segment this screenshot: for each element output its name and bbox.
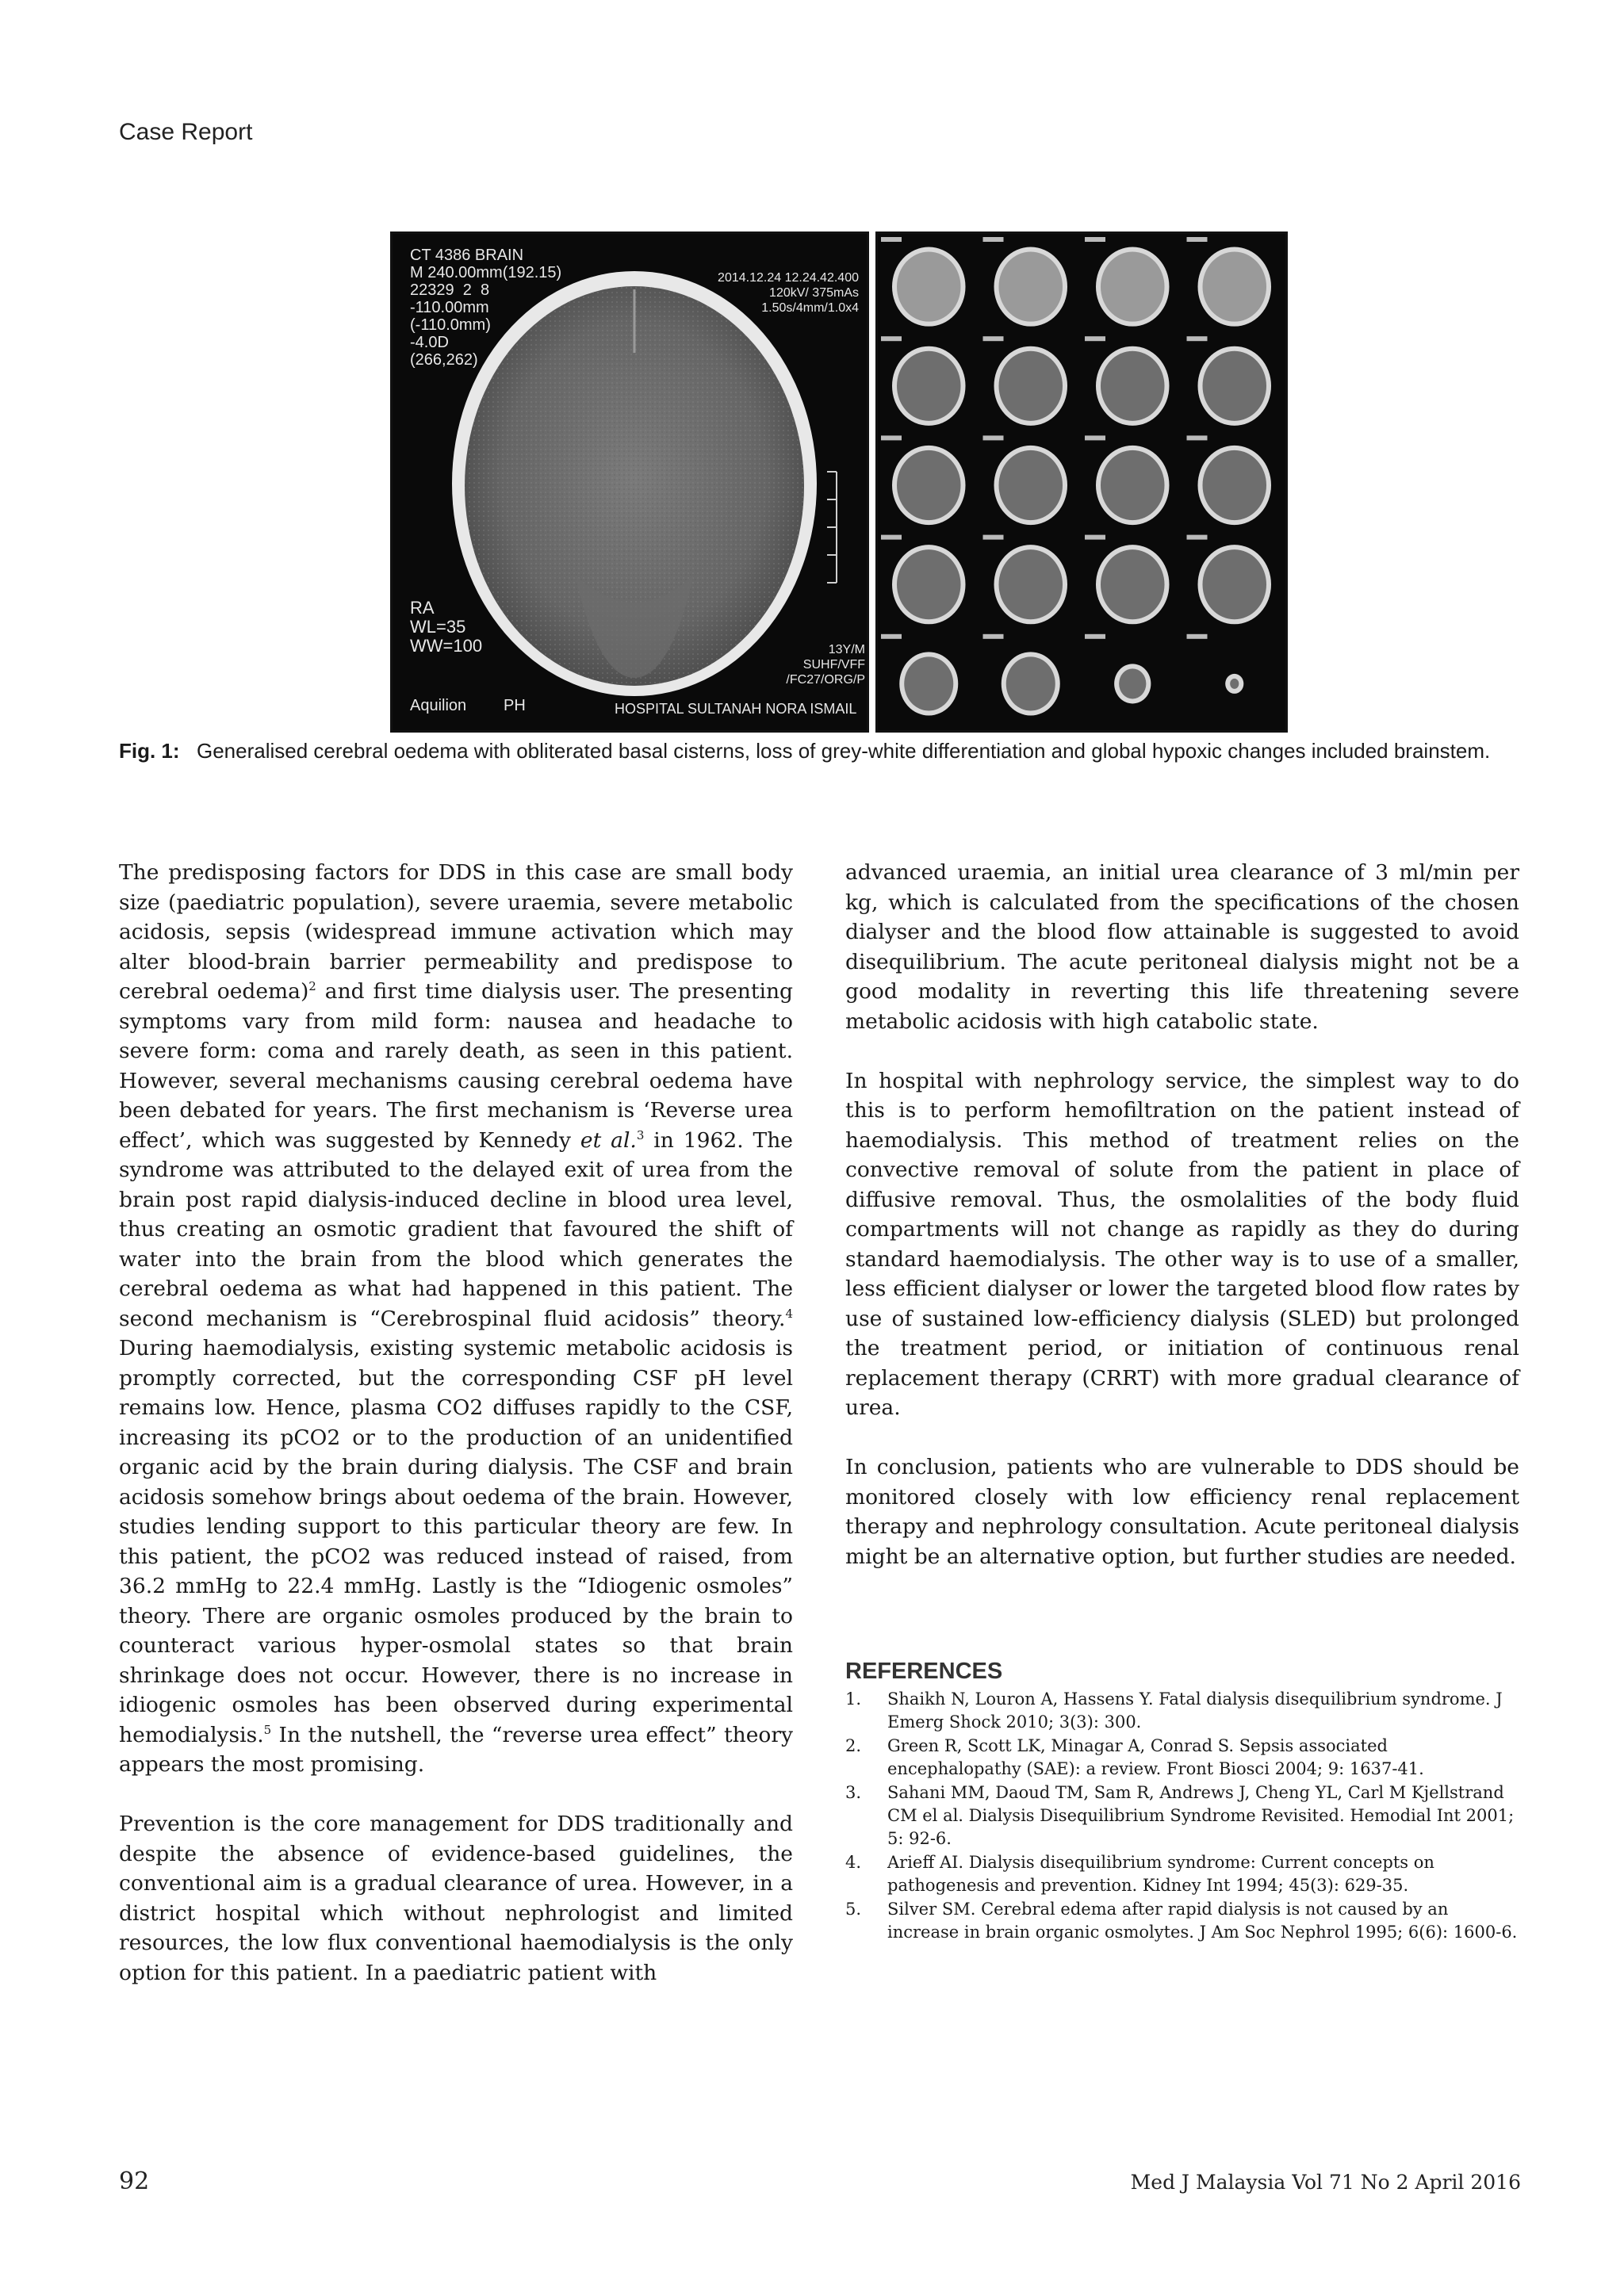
ct-slice-label-mark — [983, 634, 1004, 639]
ct-slice-label-mark — [1085, 237, 1105, 242]
figure-caption — [119, 737, 1515, 765]
citation-3: 3 — [636, 1127, 645, 1142]
citation-4: 4 — [785, 1306, 793, 1321]
ct-slice-brain — [1006, 656, 1055, 710]
ct-overlay-bottom-left: RA WL=35 WW=100 — [410, 598, 483, 656]
left-column — [119, 858, 793, 2018]
ct-slice-label-mark — [983, 237, 1004, 242]
ct-slice-brain — [897, 351, 961, 421]
ct-slice-brain — [1202, 450, 1266, 520]
section-header: Case Report — [119, 119, 253, 145]
ct-montage-image — [875, 232, 1288, 733]
paragraph-conclusion: In conclusion, patients who are vulnerable to DDS should be monitored closely with low efficiency renal replacement therapy and nephrology consultation. Acute peritoneal dialysis might be an alternative option, but further studies are needed. — [845, 1455, 1519, 1569]
ct-overlay-scanner: Aquilion — [410, 697, 467, 714]
ct-slice-label-mark — [1085, 336, 1105, 341]
ct-slice-label-mark — [1187, 435, 1208, 440]
ct-slice-brain — [1202, 549, 1266, 619]
ct-slice-label-mark — [881, 535, 902, 540]
ct-overlay-top-right: 2014.12.24 12.24.42.400 120kV/ 375mAs 1.50s/4mm/1.0x4 — [718, 271, 859, 315]
paragraph-hemofiltration: In hospital with nephrology service, the simplest way to do this is to perform hemofiltration on the patient instead of haemodialysis. This method of treatment relies on the convective removal of solute from the patient in place of diffusive removal. Thus, the osmolalities of the body fluid compartments will not change as rapidly as they do during standard haemodialysis. The other way is to use of a smaller, less efficient dialyser or lower the targeted blood flow rates by use of sustained low-efficiency dialysis (SLED) but prolonged the treatment period, or initiation of continuous renal replacement therapy (CRRT) with more gradual clearance of urea. — [845, 1068, 1519, 1420]
ct-slice-brain — [1101, 351, 1165, 421]
paragraph-mechanisms: The predisposing factors for DDS in this case are small body size (paediatric population), severe uraemia, severe metabolic acidosis, sepsis (widespread immune activation which may alter blood-brain barrier permeability and predispose to cerebral oedema)$^2$ and first time dialysis user. The presenting symptoms vary from mild form: nausea and headache to severe form: coma and rarely death, as seen in this patient. However, several mechanisms causing cerebral oedema have been debated for years. The first mechanism is ‘Reverse urea effect’, which was suggested by Kennedy et al.$^3$ in 1962. The syndrome was attributed to the delayed exit of urea from the brain post rapid dialysis-induced decline in blood urea level, thus creating an osmotic gradient that favoured the shift of water into the brain from the blood which generates the cerebral oedema as what had happened in this patient. The second mechanism is “Cerebrospinal fluid acidosis” theory.$^4$ During haemodialysis, existing systemic metabolic acidosis is promptly corrected, but the corresponding CSF pH level remains low. Hence, plasma CO2 diffuses rapidly to the CSF, increasing its pCO2 or to the production of an unidentified organic acid by the brain during dialysis. The CSF and brain acidosis somehow brings about oedema of the brain. However, studies lending support to this particular theory are few. In this patient, the pCO2 was reduced instead of raised, from 36.2 mmHg to 22.4 mmHg. Lastly is the “Idiogenic osmoles” theory. There are organic osmoles produced by the brain to counteract various hyper-osmolal states so that brain shrinkage does not occur. However, there is no increase in idiogenic osmoles has been observed during experimental hemodialysis.$^5$ In the nutshell, the “reverse urea effect” theory appears the most promising. — [119, 860, 794, 1777]
ct-slice-label-mark — [983, 435, 1004, 440]
ct-slice-brain — [1101, 252, 1165, 322]
ct-slice-brain — [998, 549, 1063, 619]
ct-slice-brain — [904, 656, 953, 710]
references-heading: REFERENCES — [845, 1659, 1003, 1684]
reference-item: 4. Arieff AI. Dialysis disequilibrium syndrome: Current concepts on pathogenesis and prevention. Kidney Int 1994; 45(3): 629-35. — [845, 1853, 1434, 1895]
ct-slice-label-mark — [1085, 535, 1105, 540]
ct-slice-brain — [1202, 252, 1266, 322]
figure-label: Fig. 1: — [119, 739, 180, 763]
ct-slice-brain — [998, 450, 1063, 520]
ct-slice-brain — [897, 549, 961, 619]
reference-item: 5. Silver SM. Cerebral edema after rapid dialysis is not caused by an increase in brain organic osmolytes. J Am Soc Nephrol 1995; 6(6): 1600-6. — [845, 1900, 1518, 1942]
page-number: 92 — [119, 2168, 150, 2195]
citation-5: 5 — [263, 1722, 272, 1737]
ct-slice-grid — [878, 234, 1285, 730]
ct-slice-brain — [1202, 351, 1266, 421]
ct-slice-brain — [1101, 549, 1165, 619]
journal-citation: Med J Malaysia Vol 71 No 2 April 2016 — [1130, 2171, 1521, 2194]
paragraph-prevention: Prevention is the core management for DDS traditionally and despite the absence of evidence-based guidelines, the conventional aim is a gradual clearance of urea. However, in a district hospital which without nephrologist and limited resources, the low flux conventional haemodialysis is the only option for this patient. In a paediatric patient with — [119, 1812, 793, 1985]
ct-slice-label-mark — [983, 336, 1004, 341]
ct-slice-label-mark — [881, 634, 902, 639]
ct-slice-label-mark — [881, 336, 902, 341]
ct-overlay-ph: PH — [504, 697, 526, 714]
ct-slice-label-mark — [1187, 336, 1208, 341]
ct-slice-brain — [1101, 450, 1165, 520]
ct-slice-brain — [1230, 679, 1239, 689]
citation-2: 2 — [308, 979, 316, 994]
ct-scan-image — [390, 232, 869, 733]
ct-slice-label-mark — [1187, 237, 1208, 242]
ct-slice-label-mark — [1187, 634, 1208, 639]
ct-slice-brain — [897, 252, 961, 322]
reference-item: 3. Sahani MM, Daoud TM, Sam R, Andrews J, Cheng YL, Carl M Kjellstrand CM el al. Dialysis Disequilibrium Syndrome Revisited. Hemodial Int 2001; 5: 92-6. — [845, 1783, 1515, 1848]
ct-slice-brain — [897, 450, 961, 520]
ct-slice-label-mark — [1085, 634, 1105, 639]
ct-slice-label-mark — [881, 435, 902, 440]
ct-overlay-top-left: CT 4386 BRAIN M 240.00mm(192.15) 22329 2 8 -110.00mm (-110.0mm) -4.0D (266,262) — [410, 247, 562, 369]
ct-overlay-bottom-right: 13Y/M SUHF/VFF /FC27/ORG/P — [786, 643, 865, 687]
ct-slice-label-mark — [1187, 535, 1208, 540]
references-list — [845, 1688, 1519, 1944]
paragraph-urea-clearance: advanced uraemia, an initial urea clearance of 3 ml/min per kg, which is calculated from the specifications of the chosen dialyser and the blood flow attainable is suggested to avoid disequilibrium. The acute peritoneal dialysis might not be a good modality in reverting this life threatening severe metabolic acidosis with high catabolic state. — [845, 860, 1519, 1034]
references-section — [845, 1660, 1519, 1945]
right-column — [845, 858, 1519, 1601]
ct-slice-brain — [998, 351, 1063, 421]
ct-slice-label-mark — [1085, 435, 1105, 440]
ct-slice-label-mark — [983, 535, 1004, 540]
ct-slice-brain — [998, 252, 1063, 322]
ct-overlay-hospital: HOSPITAL SULTANAH NORA ISMAIL — [615, 701, 857, 717]
reference-item: 2. Green R, Scott LK, Minagar A, Conrad S. Sepsis associated encephalopathy (SAE): a review. Front Biosci 2004; 9: 1637-41. — [845, 1736, 1424, 1778]
reference-item: 1. Shaikh N, Louron A, Hassens Y. Fatal dialysis disequilibrium syndrome. J Emerg Shock 2010; 3(3): 300. — [845, 1689, 1503, 1732]
figure-caption-text: Generalised cerebral oedema with obliterated basal cisterns, loss of grey-white differentiation and global hypoxic changes included brainstem. — [197, 739, 1491, 763]
ct-slice-label-mark — [881, 237, 902, 242]
ct-slice-brain — [1119, 668, 1146, 698]
